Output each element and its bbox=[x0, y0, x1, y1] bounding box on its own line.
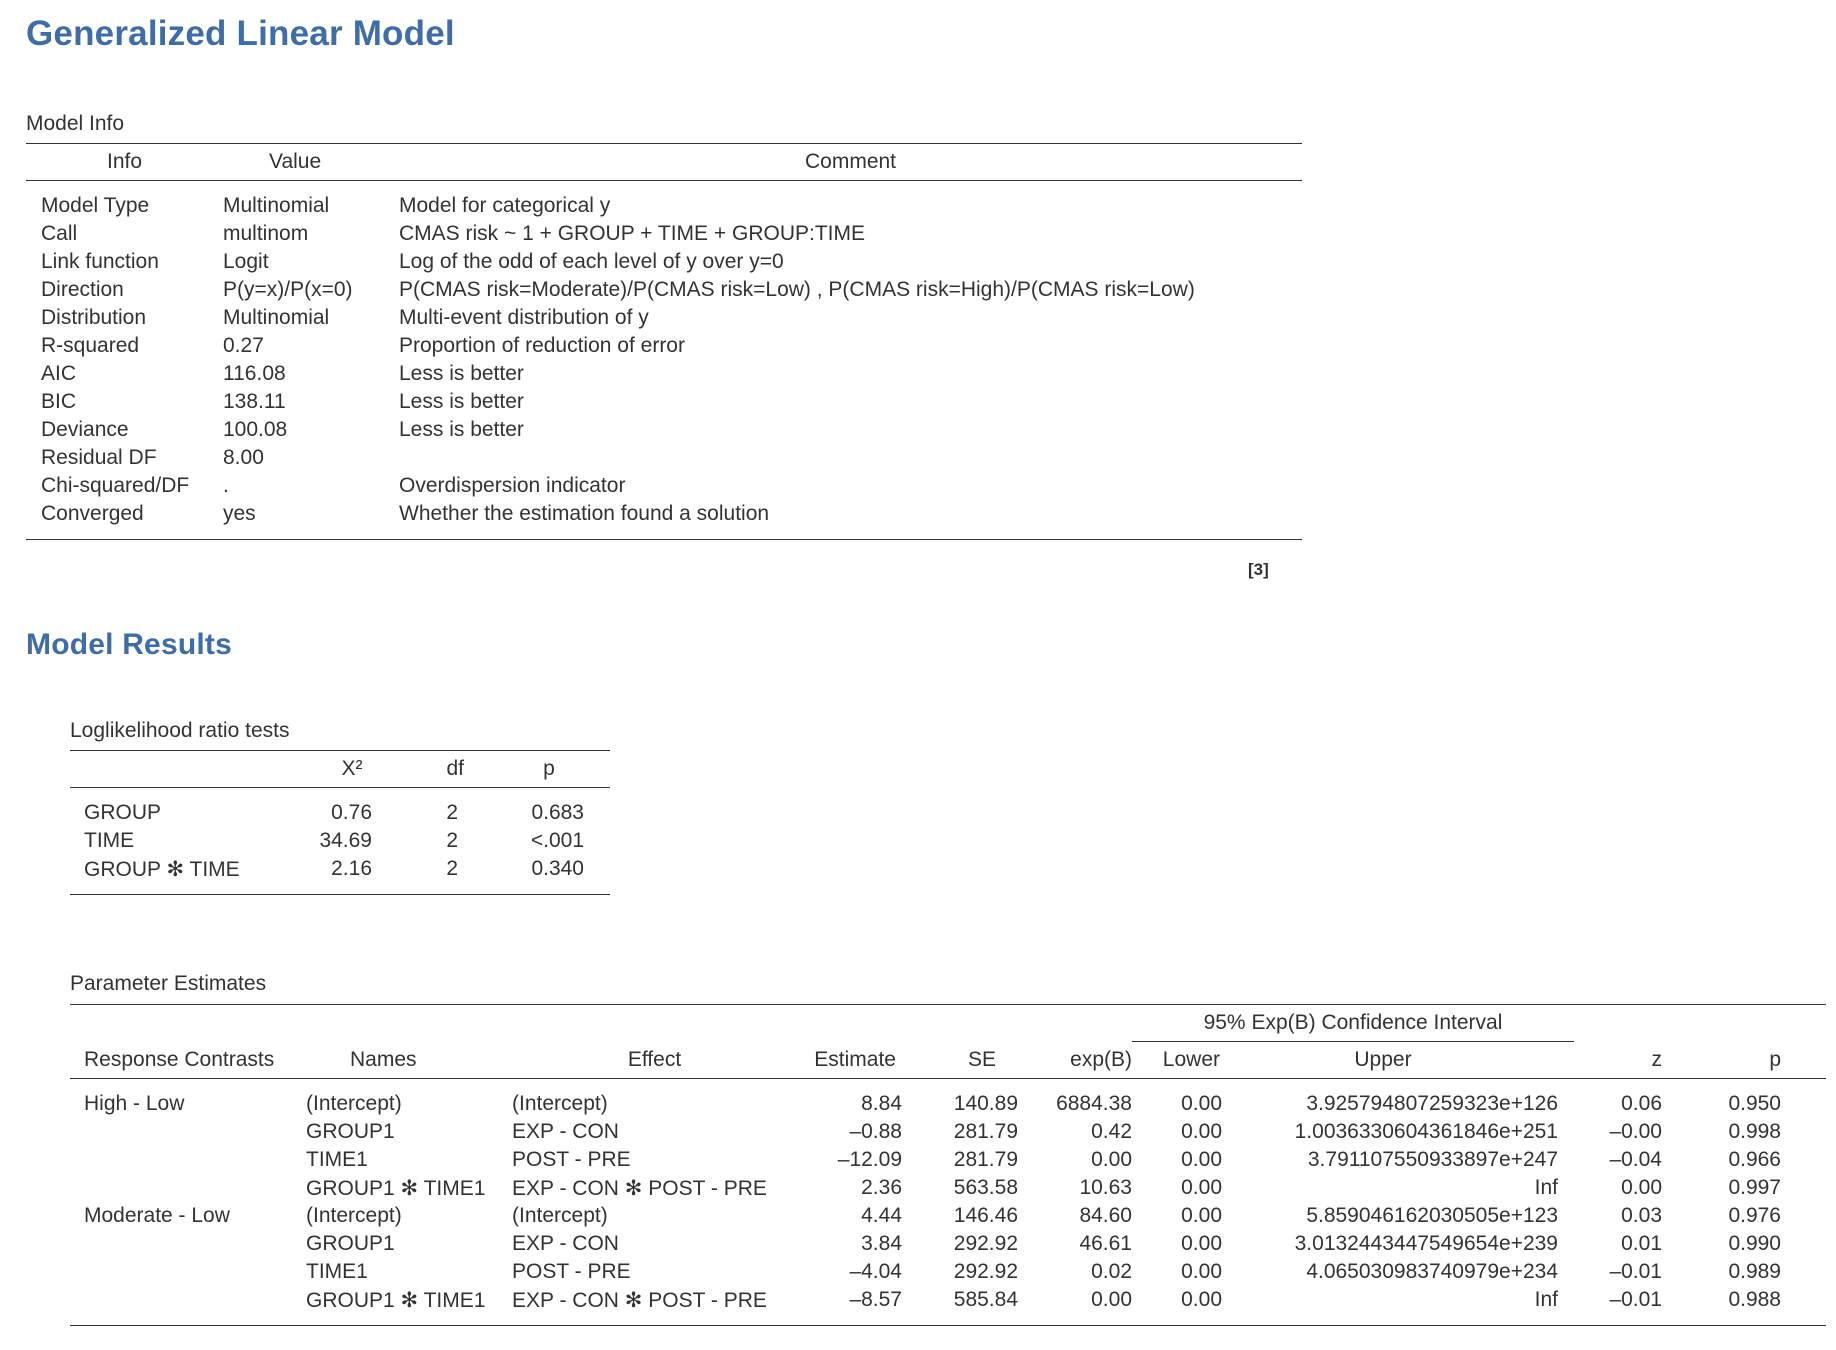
table-cell: (Intercept) bbox=[512, 1204, 608, 1227]
table-row bbox=[70, 1146, 1826, 1174]
table-cell: GROUP1 bbox=[306, 1120, 395, 1143]
column-header: Estimate bbox=[797, 1042, 908, 1079]
table-cell: 3.0132443447549654e+239 bbox=[1294, 1232, 1558, 1255]
table-cell: –0.00 bbox=[1609, 1120, 1662, 1143]
table-cell: –0.04 bbox=[1609, 1148, 1662, 1171]
table-cell: Deviance bbox=[41, 418, 129, 441]
table-row bbox=[26, 416, 1302, 444]
column-header: p bbox=[472, 751, 586, 788]
table-cell: –0.88 bbox=[849, 1120, 902, 1143]
table-cell: Direction bbox=[41, 278, 124, 301]
table-cell: Inf bbox=[1232, 1286, 1574, 1326]
table-cell: 0.998 bbox=[1728, 1120, 1781, 1143]
table-row bbox=[70, 1286, 1826, 1326]
table-cell: Chi-squared/DF bbox=[41, 474, 190, 497]
table-cell bbox=[70, 1146, 302, 1174]
table-cell-spacer bbox=[586, 855, 610, 895]
table-cell: 2 bbox=[446, 801, 458, 824]
table-cell: 0.02 bbox=[1091, 1260, 1132, 1283]
table-cell: Less is better bbox=[399, 390, 524, 413]
table-cell: 0.00 bbox=[1181, 1176, 1222, 1199]
column-header: Comment bbox=[399, 144, 1302, 181]
table-cell: 1.0036330604361846e+251 bbox=[1294, 1120, 1558, 1143]
table-cell-spacer bbox=[1789, 1118, 1826, 1146]
table-cell: 0.00 bbox=[1181, 1120, 1222, 1143]
table-cell: EXP - CON bbox=[512, 1120, 619, 1143]
table-row bbox=[26, 276, 1302, 304]
table-row bbox=[26, 248, 1302, 276]
model-info-caption: Model Info bbox=[26, 112, 125, 135]
table-cell: Call bbox=[41, 222, 78, 245]
table-cell: 3.925794807259323e+126 bbox=[1306, 1092, 1558, 1115]
table-cell: 2 bbox=[372, 855, 472, 895]
table-row bbox=[70, 1079, 1826, 1119]
table-cell: multinom bbox=[223, 222, 309, 245]
table-cell: 0.997 bbox=[1728, 1176, 1781, 1199]
table-row bbox=[70, 1202, 1826, 1230]
table-cell: 2.36 bbox=[861, 1176, 902, 1199]
table-cell: 140.89 bbox=[953, 1092, 1018, 1115]
table-cell: 4.065030983740979e+234 bbox=[1306, 1260, 1558, 1283]
table-cell-spacer bbox=[1789, 1202, 1826, 1230]
table-cell-spacer bbox=[586, 788, 610, 828]
table-cell: 292.92 bbox=[953, 1260, 1018, 1283]
table-cell: 0.00 bbox=[1018, 1286, 1132, 1326]
table-cell: (Intercept) bbox=[306, 1092, 402, 1115]
table-cell: 0.00 bbox=[1621, 1176, 1662, 1199]
table-cell: 0.00 bbox=[1181, 1092, 1222, 1115]
table-cell: EXP - CON bbox=[512, 1232, 619, 1255]
table-cell: 585.84 bbox=[908, 1286, 1018, 1326]
table-cell: 0.06 bbox=[1621, 1092, 1662, 1115]
table-cell: yes bbox=[223, 500, 399, 540]
table-cell: P(y=x)/P(x=0) bbox=[223, 278, 353, 301]
column-header: Names bbox=[302, 1042, 512, 1079]
table-cell: 0.03 bbox=[1621, 1204, 1662, 1227]
parameter-estimates-table bbox=[70, 1004, 1826, 1326]
table-cell: Multi-event distribution of y bbox=[399, 306, 649, 329]
table-cell: Model Type bbox=[41, 194, 150, 217]
table-cell: GROUP ✻ TIME bbox=[70, 855, 282, 895]
table-cell: . bbox=[223, 474, 229, 497]
column-header: SE bbox=[908, 1042, 1018, 1079]
table-cell: 34.69 bbox=[319, 829, 372, 852]
column-header: exp(B) bbox=[1018, 1042, 1132, 1079]
table-cell: 0.683 bbox=[531, 801, 584, 824]
table-cell bbox=[70, 1174, 302, 1202]
table-cell: 0.966 bbox=[1728, 1148, 1781, 1171]
table-cell: 5.859046162030505e+123 bbox=[1306, 1204, 1558, 1227]
table-cell: Converged bbox=[26, 500, 223, 540]
table-cell: 0.27 bbox=[223, 334, 264, 357]
params-header-row bbox=[70, 1042, 1826, 1079]
table-row bbox=[26, 304, 1302, 332]
table-cell: R-squared bbox=[41, 334, 140, 357]
table-cell: P(CMAS risk=Moderate)/P(CMAS risk=Low) , P(CMAS risk=High)/P(CMAS risk=Low) bbox=[399, 278, 1195, 301]
table-cell: 0.01 bbox=[1621, 1232, 1662, 1255]
table-cell: Proportion of reduction of error bbox=[399, 334, 685, 357]
table-cell: GROUP bbox=[84, 801, 162, 824]
table-cell: Overdispersion indicator bbox=[399, 474, 626, 497]
table-cell: 0.00 bbox=[1181, 1148, 1222, 1171]
table-cell: 2.16 bbox=[282, 855, 372, 895]
table-cell: 0.990 bbox=[1728, 1232, 1781, 1255]
lrt-header-row bbox=[70, 751, 610, 788]
section-title: Model Results bbox=[26, 628, 232, 661]
table-cell: EXP - CON ✻ POST - PRE bbox=[512, 1286, 797, 1326]
table-cell: 10.63 bbox=[1079, 1176, 1132, 1199]
table-cell: 0.00 bbox=[1091, 1148, 1132, 1171]
table-cell: (Intercept) bbox=[512, 1092, 608, 1115]
table-cell: –8.57 bbox=[797, 1286, 908, 1326]
table-cell-spacer bbox=[1789, 1079, 1826, 1119]
table-footnote: [3] bbox=[1248, 560, 1269, 579]
table-cell: –12.09 bbox=[837, 1148, 902, 1171]
table-cell: 0.989 bbox=[1728, 1260, 1781, 1283]
model-info-table bbox=[26, 143, 1302, 540]
table-cell: Inf bbox=[1534, 1176, 1558, 1199]
table-cell: GROUP1 ✻ TIME1 bbox=[302, 1286, 512, 1326]
table-cell: TIME1 bbox=[306, 1148, 368, 1171]
table-cell: <.001 bbox=[530, 829, 584, 852]
table-cell-spacer bbox=[1789, 1146, 1826, 1174]
column-header: p bbox=[1674, 1042, 1789, 1079]
table-cell: Log of the odd of each level of y over y=0 bbox=[399, 250, 784, 273]
table-cell: 138.11 bbox=[223, 390, 286, 413]
table-cell-spacer bbox=[1789, 1230, 1826, 1258]
table-row bbox=[70, 1258, 1826, 1286]
page-title: Generalized Linear Model bbox=[26, 14, 455, 53]
model-info-header-row bbox=[26, 144, 1302, 181]
table-cell: 292.92 bbox=[953, 1232, 1018, 1255]
table-cell: Moderate - Low bbox=[84, 1204, 230, 1227]
table-cell: EXP - CON ✻ POST - PRE bbox=[512, 1176, 767, 1200]
params-caption: Parameter Estimates bbox=[70, 972, 267, 995]
table-row bbox=[70, 1174, 1826, 1202]
column-header: Upper bbox=[1232, 1042, 1574, 1079]
table-cell: –0.01 bbox=[1609, 1260, 1662, 1283]
table-cell: 563.58 bbox=[953, 1176, 1018, 1199]
table-cell: Logit bbox=[223, 250, 269, 273]
table-cell: 0.00 bbox=[1132, 1286, 1232, 1326]
table-cell: 116.08 bbox=[223, 362, 286, 385]
lrt-table bbox=[70, 750, 610, 895]
table-cell: –4.04 bbox=[849, 1260, 902, 1283]
table-cell: TIME1 bbox=[306, 1260, 368, 1283]
table-cell: 0.42 bbox=[1091, 1120, 1132, 1143]
table-cell: Residual DF bbox=[41, 446, 157, 469]
table-row bbox=[26, 360, 1302, 388]
column-header: z bbox=[1574, 1042, 1674, 1079]
table-cell: 0.00 bbox=[1181, 1232, 1222, 1255]
table-cell: 0.988 bbox=[1674, 1286, 1789, 1326]
column-header: Info bbox=[26, 144, 223, 181]
column-header: Effect bbox=[512, 1042, 797, 1079]
table-cell: 0.76 bbox=[331, 801, 372, 824]
table-cell: CMAS risk ~ 1 + GROUP + TIME + GROUP:TIME bbox=[399, 222, 865, 245]
table-cell bbox=[70, 1258, 302, 1286]
column-header: Lower bbox=[1132, 1042, 1232, 1079]
table-cell-spacer bbox=[586, 827, 610, 855]
table-cell: 281.79 bbox=[953, 1148, 1018, 1171]
column-header: Response Contrasts bbox=[70, 1042, 302, 1079]
table-cell: 3.791107550933897e+247 bbox=[1307, 1148, 1558, 1171]
table-row bbox=[70, 1230, 1826, 1258]
table-cell bbox=[399, 444, 1302, 472]
table-cell: Multinomial bbox=[223, 306, 330, 329]
table-cell: 3.84 bbox=[861, 1232, 902, 1255]
table-row bbox=[70, 855, 610, 895]
table-row bbox=[70, 1118, 1826, 1146]
table-cell: 0.00 bbox=[1181, 1260, 1222, 1283]
table-cell: BIC bbox=[41, 390, 77, 413]
table-cell: 0.340 bbox=[472, 855, 586, 895]
table-cell: Multinomial bbox=[223, 194, 330, 217]
table-cell-spacer bbox=[1789, 1174, 1826, 1202]
table-row bbox=[26, 332, 1302, 360]
table-cell: Less is better bbox=[399, 362, 524, 385]
table-cell: High - Low bbox=[84, 1092, 185, 1115]
table-cell: 84.60 bbox=[1079, 1204, 1132, 1227]
table-cell: POST - PRE bbox=[512, 1260, 631, 1283]
table-cell-spacer bbox=[1789, 1258, 1826, 1286]
table-cell: 46.61 bbox=[1079, 1232, 1132, 1255]
table-cell: 8.84 bbox=[861, 1092, 902, 1115]
table-row bbox=[26, 220, 1302, 248]
table-cell-spacer bbox=[1789, 1286, 1826, 1326]
table-cell: (Intercept) bbox=[306, 1204, 402, 1227]
table-cell: Distribution bbox=[41, 306, 147, 329]
table-cell bbox=[70, 1286, 302, 1326]
table-cell bbox=[70, 1230, 302, 1258]
column-header: Value bbox=[223, 144, 399, 181]
table-cell: 8.00 bbox=[223, 446, 264, 469]
table-cell: 146.46 bbox=[953, 1204, 1018, 1227]
column-header: df bbox=[372, 751, 472, 788]
column-header bbox=[70, 751, 282, 788]
table-cell: 2 bbox=[446, 829, 458, 852]
table-cell: Less is better bbox=[399, 418, 524, 441]
table-cell: 281.79 bbox=[953, 1120, 1018, 1143]
table-cell: 4.44 bbox=[861, 1204, 902, 1227]
table-cell: 0.976 bbox=[1728, 1204, 1781, 1227]
table-cell: POST - PRE bbox=[512, 1148, 631, 1171]
table-cell: –0.01 bbox=[1574, 1286, 1674, 1326]
table-cell: Link function bbox=[41, 250, 159, 273]
column-header: X² bbox=[282, 751, 372, 788]
table-cell: Whether the estimation found a solution bbox=[399, 500, 1302, 540]
table-row bbox=[26, 444, 1302, 472]
table-cell: 0.00 bbox=[1181, 1204, 1222, 1227]
lrt-caption: Loglikelihood ratio tests bbox=[70, 719, 290, 742]
params-header-group-row bbox=[70, 1005, 1826, 1042]
table-row bbox=[26, 181, 1302, 221]
table-cell: GROUP1 bbox=[306, 1232, 395, 1255]
table-cell bbox=[70, 1118, 302, 1146]
table-cell: 100.08 bbox=[223, 418, 288, 441]
table-row bbox=[26, 500, 1302, 540]
table-cell: TIME bbox=[84, 829, 135, 852]
table-row bbox=[70, 827, 610, 855]
table-row bbox=[70, 788, 610, 828]
table-cell: 0.950 bbox=[1728, 1092, 1781, 1115]
table-cell: AIC bbox=[41, 362, 77, 385]
table-row bbox=[26, 472, 1302, 500]
table-row bbox=[26, 388, 1302, 416]
table-cell: 6884.38 bbox=[1056, 1092, 1132, 1115]
ci-group-header: 95% Exp(B) Confidence Interval bbox=[1132, 1005, 1574, 1042]
table-cell: GROUP1 ✻ TIME1 bbox=[306, 1176, 486, 1200]
table-cell: Model for categorical y bbox=[399, 194, 611, 217]
